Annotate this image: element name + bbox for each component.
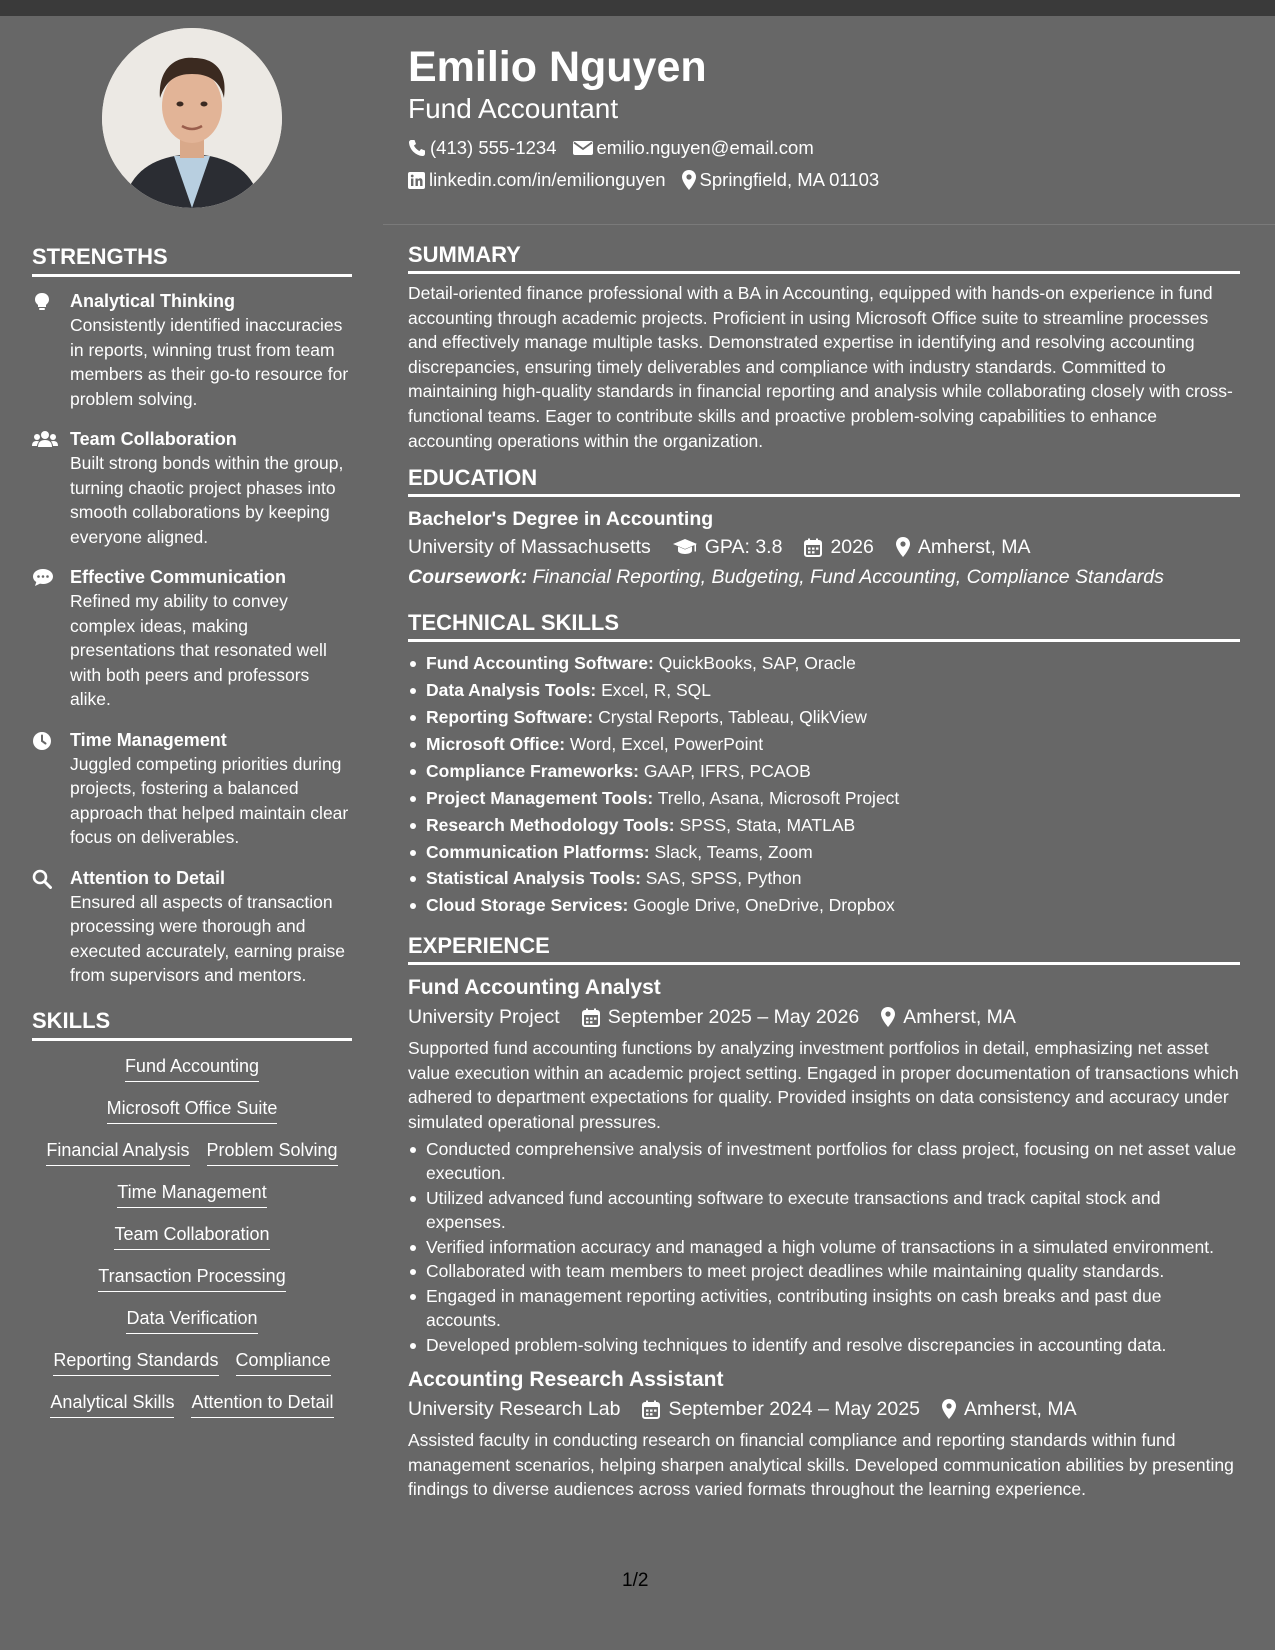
summary-text: Detail-oriented finance professional with a BA in Accounting, equipped with hands-on experience in fund accounting through academic projects. Proficient in using Microsoft Office suite to streamline processes and effectively manage multiple tasks. Demonstrated expertise in identifying and resolving accounting discrepancies, ensuring timely deliverables and compliance with industry standards. Committed to maintaining high-quality standards in financial reporting and analysis while collaborating closely with cross-functional teams. Eager to contribute skills and proactive problem-solving capabilities to enhance accounting operations within the organization. — [408, 283, 1233, 451]
job-bullets — [408, 1137, 1240, 1358]
strength-title: Analytical Thinking — [70, 291, 236, 311]
phone-number: (413) 555-1234 — [430, 137, 557, 158]
skill-tag: Microsoft Office Suite — [107, 1097, 278, 1124]
users-icon — [32, 427, 70, 549]
clock-icon — [32, 728, 70, 850]
main-content — [408, 242, 1240, 1502]
strength-description: Ensured all aspects of transaction processing were thorough and executed accurately, earning praise from supervisors and mentors. — [70, 891, 345, 985]
location-contact — [682, 164, 880, 196]
skill-tag: Problem Solving — [207, 1139, 338, 1166]
technical-skills-list — [408, 650, 1240, 919]
calendar-icon — [804, 538, 822, 557]
list-item: Research Methodology Tools: SPSS, Stata, MATLAB — [408, 812, 1240, 839]
skill-row — [32, 1055, 352, 1082]
school-name: University of Massachusetts — [408, 536, 651, 559]
technical-skills-heading: TECHNICAL SKILLS — [408, 610, 1240, 642]
strength-title: Team Collaboration — [70, 429, 237, 449]
list-item: Communication Platforms: Slack, Teams, Zoom — [408, 839, 1240, 866]
skill-row — [32, 1349, 352, 1376]
coursework-list: Financial Reporting, Budgeting, Fund Accounting, Compliance Standards — [532, 566, 1164, 589]
job-meta — [408, 1002, 1240, 1032]
list-item: Microsoft Office: Word, Excel, PowerPoint — [408, 731, 1240, 758]
strength-description: Built strong bonds within the group, turning chaotic project phases into smooth collaborations by keeping everyone aligned. — [70, 453, 344, 547]
strength-item — [32, 427, 352, 549]
skill-row — [32, 1097, 352, 1124]
job-location: Amherst, MA — [903, 1006, 1016, 1029]
candidate-title: Fund Accountant — [408, 93, 619, 124]
job-meta — [408, 1394, 1240, 1424]
summary-heading: SUMMARY — [408, 242, 1240, 274]
sidebar — [32, 28, 352, 1433]
strength-title: Attention to Detail — [70, 867, 225, 888]
calendar-icon — [642, 1400, 660, 1419]
job-description: Assisted faculty in conducting research on financial compliance and reporting standards within fund management scenarios, helping sharpen analytical skills. Developed communication abilities by presenting findings to diverse audiences across varied formats throughout the learning experience. — [408, 1430, 1234, 1500]
list-item: Conducted comprehensive analysis of investment portfolios for class project, focusing on net asset value execution. — [408, 1137, 1240, 1186]
comment-icon — [32, 565, 70, 712]
skill-row — [32, 1391, 352, 1418]
location-text: Springfield, MA 01103 — [699, 169, 880, 190]
search-icon — [32, 866, 70, 988]
calendar-icon — [582, 1008, 600, 1027]
strengths-list — [32, 289, 352, 988]
skill-tag: Transaction Processing — [98, 1265, 285, 1292]
skill-tag: Time Management — [117, 1181, 266, 1208]
contact-row-2 — [408, 164, 1238, 196]
list-item: Fund Accounting Software: QuickBooks, SAP, Oracle — [408, 650, 1240, 677]
list-item: Cloud Storage Services: Google Drive, OneDrive, Dropbox — [408, 892, 1240, 919]
skill-tag: Compliance — [236, 1349, 331, 1376]
job-organization: University Project — [408, 1006, 560, 1029]
header-divider — [383, 224, 1275, 225]
phone-contact — [408, 132, 557, 164]
skill-tag: Financial Analysis — [46, 1139, 189, 1166]
job-entry — [408, 974, 1240, 1357]
strength-description: Juggled competing priorities during projects, fostering a balanced approach that helped maintain clear focus on deliverables. — [70, 753, 349, 847]
candidate-name: Emilio Nguyen — [408, 43, 707, 91]
list-item: Compliance Frameworks: GAAP, IFRS, PCAOB — [408, 758, 1240, 785]
job-dates: September 2025 – May 2026 — [607, 1006, 860, 1029]
skill-row — [32, 1307, 352, 1334]
coursework-label: Coursework: — [408, 566, 528, 589]
job-dates: September 2024 – May 2025 — [668, 1398, 920, 1421]
phone-icon — [408, 139, 426, 157]
skill-tag: Analytical Skills — [50, 1391, 174, 1418]
experience-section — [408, 933, 1240, 1502]
job-location: Amherst, MA — [963, 1398, 1077, 1421]
skill-tag: Fund Accounting — [125, 1055, 259, 1082]
strength-item — [32, 289, 352, 411]
job-entry — [408, 1366, 1240, 1502]
job-description: Supported fund accounting functions by analyzing investment portfolios in detail, emphasizing net asset value execution within an academic project setting. Engaged in proper documentation of transactions which adhered to department expectations for quality. Provided insights on data consistency and accuracy under simulated operational pressures. — [408, 1038, 1239, 1132]
map-pin-icon — [942, 1399, 956, 1419]
skill-tag: Reporting Standards — [53, 1349, 218, 1376]
list-item: Verified information accuracy and managed a high volume of transactions in a simulated environment. — [408, 1235, 1240, 1260]
strength-item — [32, 565, 352, 712]
skill-row — [32, 1265, 352, 1292]
job-title: Accounting Research Assistant — [408, 1368, 724, 1392]
skill-tag: Team Collaboration — [114, 1223, 269, 1250]
lightbulb-icon — [32, 289, 70, 411]
strength-item — [32, 866, 352, 988]
strengths-heading: STRENGTHS — [32, 244, 352, 277]
strength-title: Effective Communication — [70, 567, 287, 587]
job-title: Fund Accounting Analyst — [408, 976, 661, 1000]
linkedin-url[interactable]: linkedin.com/in/emilionguyen — [429, 169, 666, 190]
list-item: Developed problem-solving techniques to identify and resolve discrepancies in accounting data. — [408, 1333, 1240, 1358]
map-pin-icon — [682, 170, 696, 190]
skill-tag: Data Verification — [126, 1307, 257, 1334]
education-location: Amherst, MA — [917, 536, 1031, 559]
strength-title: Time Management — [70, 729, 227, 750]
strength-item — [32, 728, 352, 850]
list-item: Project Management Tools: Trello, Asana, Microsoft Project — [408, 785, 1240, 812]
list-item: Statistical Analysis Tools: SAS, SPSS, Python — [408, 865, 1240, 892]
skills-heading: SKILLS — [32, 1008, 352, 1041]
email-contact[interactable] — [573, 132, 814, 164]
list-item: Collaborated with team members to meet project deadlines while maintaining quality standards. — [408, 1259, 1240, 1284]
email-address[interactable]: emilio.nguyen@email.com — [596, 137, 814, 158]
education-section — [408, 465, 1240, 592]
skill-row — [32, 1139, 352, 1166]
strength-description: Consistently identified inaccuracies in reports, winning trust from team members as their go-to resource for problem solving. — [70, 315, 349, 409]
resume-header — [408, 42, 1238, 196]
education-meta — [408, 532, 1240, 562]
linkedin-icon — [408, 172, 425, 189]
degree-name: Bachelor's Degree in Accounting — [408, 508, 714, 531]
skills-list — [32, 1055, 352, 1433]
list-item: Utilized advanced fund accounting software to execute transactions and track capital stock and expenses. — [408, 1186, 1240, 1235]
list-item: Reporting Software: Crystal Reports, Tableau, QlikView — [408, 704, 1240, 731]
envelope-icon — [573, 140, 593, 156]
skill-tag: Attention to Detail — [191, 1391, 333, 1418]
education-heading: EDUCATION — [408, 465, 1240, 497]
profile-photo — [102, 28, 282, 208]
coursework — [408, 562, 1240, 592]
top-bar — [0, 0, 1275, 16]
experience-heading: EXPERIENCE — [408, 933, 1240, 965]
page-number: 1/2 — [622, 1570, 649, 1591]
graduation-cap-icon — [673, 538, 697, 556]
map-pin-icon — [881, 1007, 895, 1027]
technical-skills-section — [408, 610, 1240, 919]
list-item: Engaged in management reporting activities, contributing insights on cash breaks and past due accounts. — [408, 1284, 1240, 1333]
graduation-year: 2026 — [830, 536, 874, 559]
job-organization: University Research Lab — [408, 1398, 621, 1421]
skill-row — [32, 1181, 352, 1208]
contact-row-1 — [408, 132, 1238, 164]
strength-description: Refined my ability to convey complex ideas, making presentations that resonated well with both peers and professors alike. — [70, 591, 327, 709]
map-pin-icon — [896, 537, 910, 557]
skill-row — [32, 1223, 352, 1250]
gpa-value: GPA: 3.8 — [704, 536, 783, 559]
list-item: Data Analysis Tools: Excel, R, SQL — [408, 677, 1240, 704]
linkedin-contact[interactable] — [408, 164, 666, 196]
